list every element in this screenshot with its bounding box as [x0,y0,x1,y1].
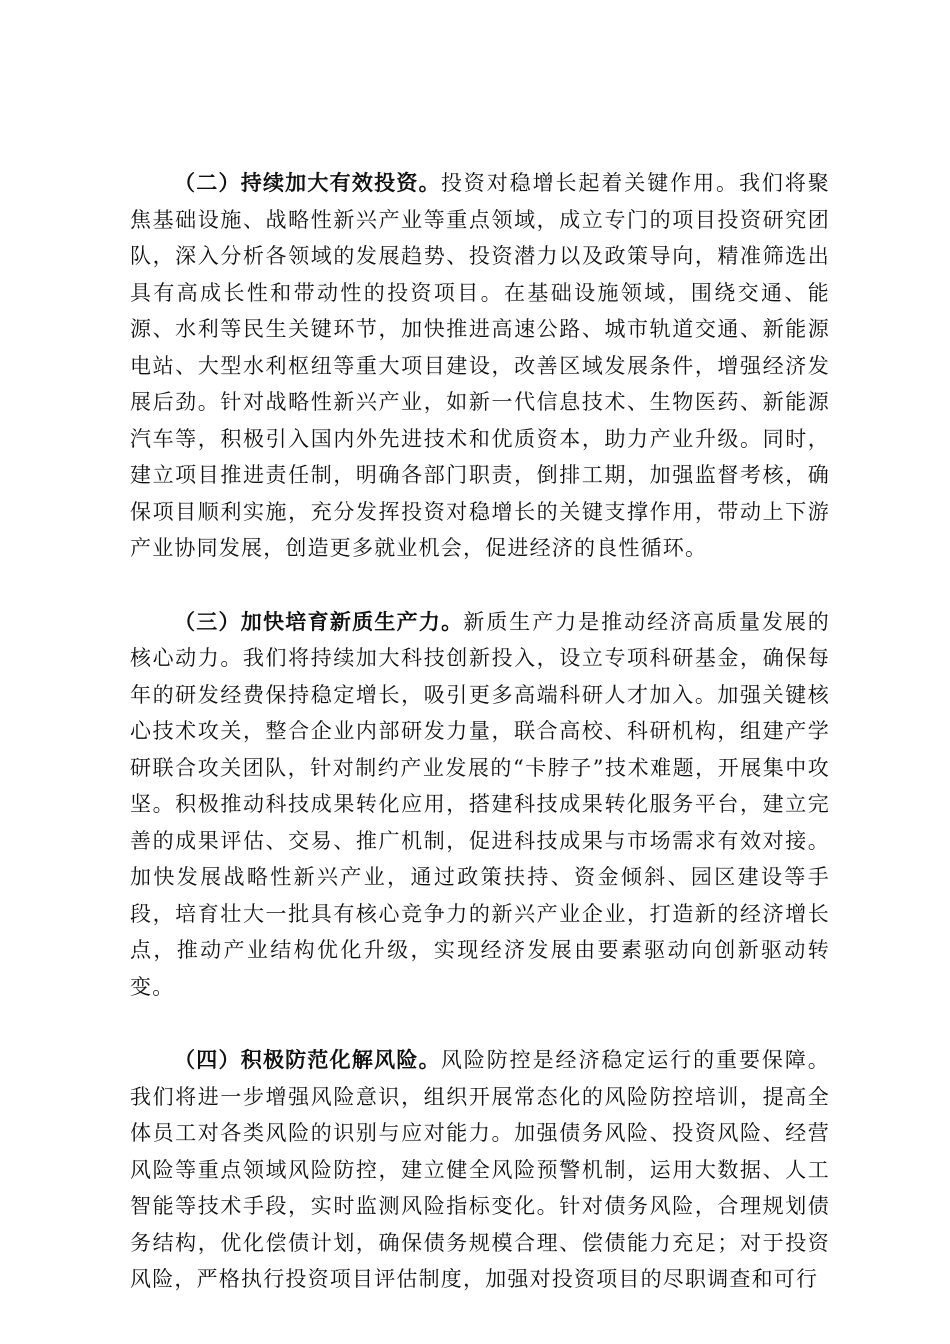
paragraph-heading: （三）加快培育新质生产力。 [174,609,464,634]
paragraph-risk [130,1042,830,1298]
paragraph-heading: （二）持续加大有效投资。 [174,171,441,195]
paragraph-productivity [130,604,830,1006]
paragraph-heading: （四）积极防范化解风险。 [174,1048,441,1072]
document-page [130,165,830,1335]
paragraph-investment [130,165,830,567]
paragraph-body: 风险防控是经济稳定运行的重要保障。我们将进一步增强风险意识，组织开展常态化的风险防控培训，提高全体员工对各类风险的识别与应对能力。加强债务风险、投资风险、经营风险等重点领域风险防控，建立健全风险预警机制，运用大数据、人工智能等技术手段，实时监测风险指标变化。针对债务风险，合理规划债务结构，优化偿债计划，确保债务规模合理、偿债能力充足；对于投资风险，严格执行投资项目评估制度，加强对投资项目的尽职调查和可行 [130,1048,830,1291]
paragraph-body: 投资对稳增长起着关键作用。我们将聚焦基础设施、战略性新兴产业等重点领域，成立专门的项目投资研究团队，深入分析各领域的发展趋势、投资潜力以及政策导向，精准筛选出具有高成长性和带动性的投资项目。在基础设施领域，围绕交通、能源、水利等民生关键环节，加快推进高速公路、城市轨道交通、新能源电站、大型水利枢纽等重大项目建设，改善区域发展条件，增强经济发展后劲。针对战略性新兴产业，如新一代信息技术、生物医药、新能源汽车等，积极引入国内外先进技术和优质资本，助力产业升级。同时，建立项目推进责任制，明确各部门职责，倒排工期，加强监督考核，确保项目顺利实施，充分发挥投资对稳增长的关键支撑作用，带动上下游产业协同发展，创造更多就业机会，促进经济的良性循环。 [130,171,830,560]
paragraph-body: 新质生产力是推动经济高质量发展的核心动力。我们将持续加大科技创新投入，设立专项科研基金，确保每年的研发经费保持稳定增长，吸引更多高端科研人才加入。加强关键核心技术攻关，整合企业内部研发力量，联合高校、科研机构，组建产学研联合攻关团队，针对制约产业发展的“卡脖子”技术难题，开展集中攻坚。积极推动科技成果转化应用，搭建科技成果转化服务平台，建立完善的成果评估、交易、推广机制，促进科技成果与市场需求有效对接。加快发展战略性新兴产业，通过政策扶持、资金倾斜、园区建设等手段，培育壮大一批具有核心竞争力的新兴产业企业，打造新的经济增长点，推动产业结构优化升级，实现经济发展由要素驱动向创新驱动转变。 [130,609,830,999]
